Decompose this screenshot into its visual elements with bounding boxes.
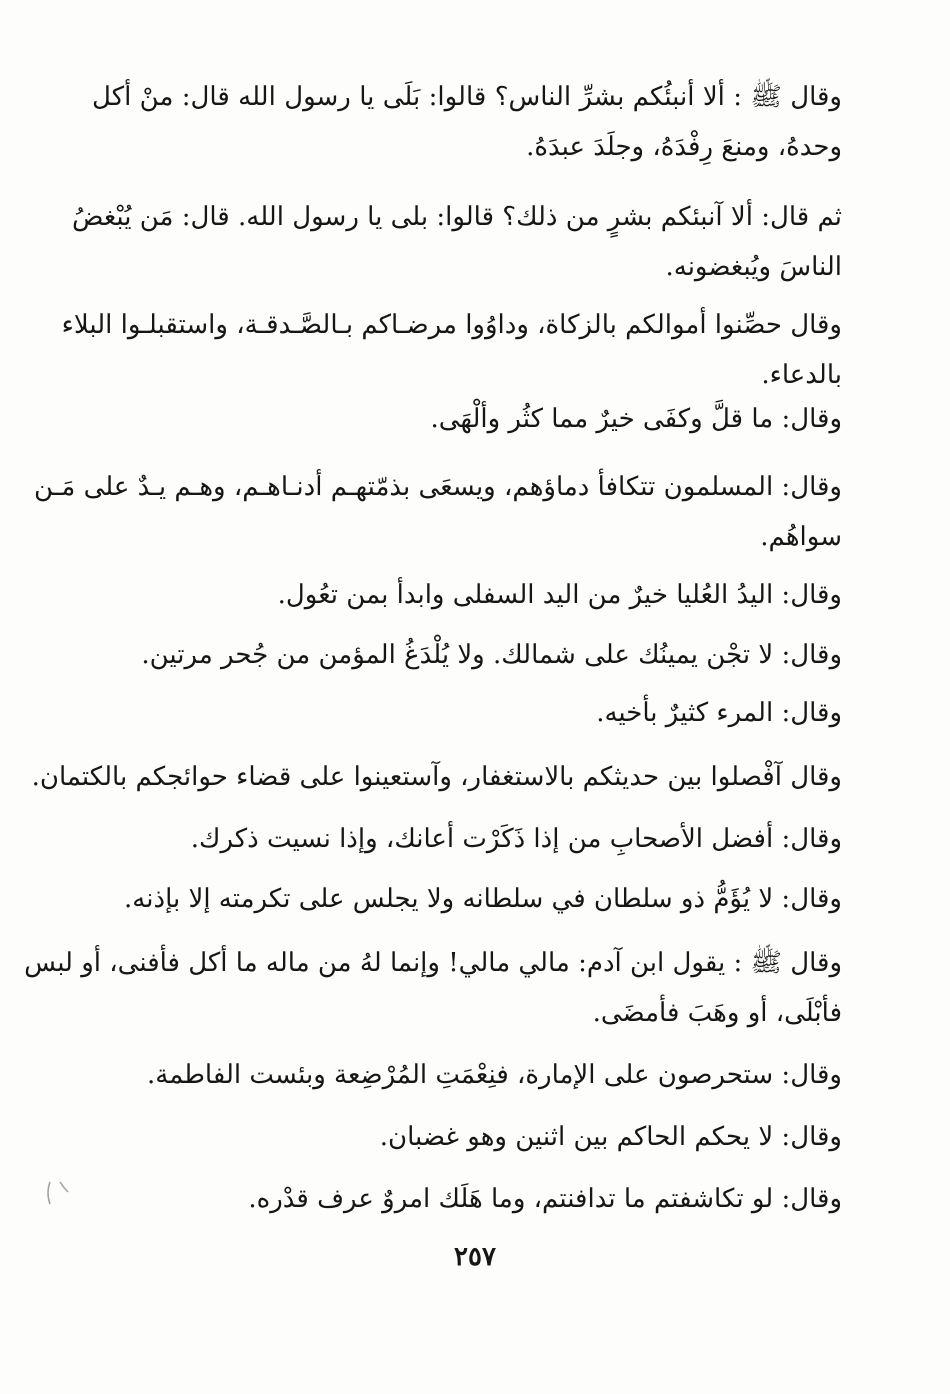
hadith-paragraph bbox=[92, 1174, 842, 1224]
page-number: ٢٥٧ bbox=[454, 1242, 496, 1272]
text-line: وقال: لا يحكم الحاكم بين اثنين وهو غضبان. bbox=[379, 1122, 842, 1152]
text-line: وقال: المرء كثيرٌ بأخيه. bbox=[596, 698, 842, 728]
text-line: وقال: أفضل الأصحابِ من إذا ذَكَرْت أعانك، وإذا نسيت ذكرك. bbox=[190, 824, 842, 854]
hadith-paragraph bbox=[92, 874, 842, 924]
text-line: سواهُم. bbox=[760, 522, 842, 552]
hadith-paragraph bbox=[92, 570, 842, 620]
hadith-paragraph bbox=[31, 752, 842, 802]
hadith-paragraph bbox=[24, 938, 842, 1038]
hadith-paragraph bbox=[72, 192, 842, 292]
hadith-paragraph bbox=[61, 300, 842, 400]
hadith-paragraph bbox=[92, 1050, 842, 1100]
hadith-paragraph bbox=[92, 72, 842, 172]
text-line: وحدهُ، ومنعَ رِفْدَهُ، وجلَدَ عبدَهُ. bbox=[526, 132, 842, 162]
text-line: وقال: اليدُ العُليا خيرٌ من اليد السفلى وابدأ بمن تعُول. bbox=[277, 580, 842, 610]
text-line: وقال: المسلمون تتكافأ دماؤهم، ويسعَى بذمّتهـم أدنـاهـم، وهـم يـدٌ على مَـن bbox=[33, 472, 842, 502]
text-line: وقال: ما قلَّ وكفَى خيرٌ مما كثُر وألْهَى. bbox=[430, 404, 842, 434]
hadith-paragraph bbox=[92, 630, 842, 680]
hadith-paragraph bbox=[92, 688, 842, 738]
text-line: بالدعاء. bbox=[761, 360, 842, 390]
margin-mark-icon bbox=[42, 1178, 72, 1208]
text-line: وقال: لا تجْن يمينُك على شمالك. ولا يُلْدَغُ المؤمن من جُحر مرتين. bbox=[141, 640, 842, 670]
text-line: وقال: لا يُؤَمُّ ذو سلطان في سلطانه ولا يجلس على تكرمته إلا بإذنه. bbox=[124, 884, 842, 914]
text-line: وقال ﷺ : يقول ابن آدم: مالي مالي! وإنما لهُ من ماله ما أكل فأفنى، أو لبس bbox=[24, 948, 842, 978]
text-line: وقال: ستحرصون على الإمارة، فنِعْمَتِ المُرْضِعة وبئست الفاطمة. bbox=[146, 1060, 842, 1090]
hadith-paragraph bbox=[92, 1112, 842, 1162]
text-line: الناسَ ويُبغضونه. bbox=[665, 252, 842, 282]
hadith-paragraph bbox=[33, 462, 842, 562]
text-line: وقال: لو تكاشفتم ما تدافنتم، وما هَلَك امروٌ عرف قدْره. bbox=[248, 1184, 842, 1214]
text-line: وقال حصِّنوا أموالكم بالزكاة، وداوُوا مرضـاكم بـالصَّـدقـة، واستقبلـوا البلاء bbox=[61, 310, 842, 340]
text-line: فأبْلَى، أو وهَبَ فأمضَى. bbox=[592, 998, 842, 1028]
text-line: وقال آفْصلوا بين حديثكم بالاستغفار، وآستعينوا على قضاء حوائجكم بالكتمان. bbox=[31, 762, 842, 792]
text-line: ثم قال: ألا آنبئكم بشرٍ من ذلك؟ قالوا: بلى يا رسول الله. قال: مَن يُبْغضُ bbox=[72, 202, 842, 232]
text-line: وقال ﷺ : ألا أنبئُكم بشرِّ الناس؟ قالوا: بَلَى يا رسول الله قال: منْ أكل bbox=[92, 82, 842, 112]
hadith-paragraph bbox=[92, 814, 842, 864]
hadith-paragraph bbox=[92, 394, 842, 444]
